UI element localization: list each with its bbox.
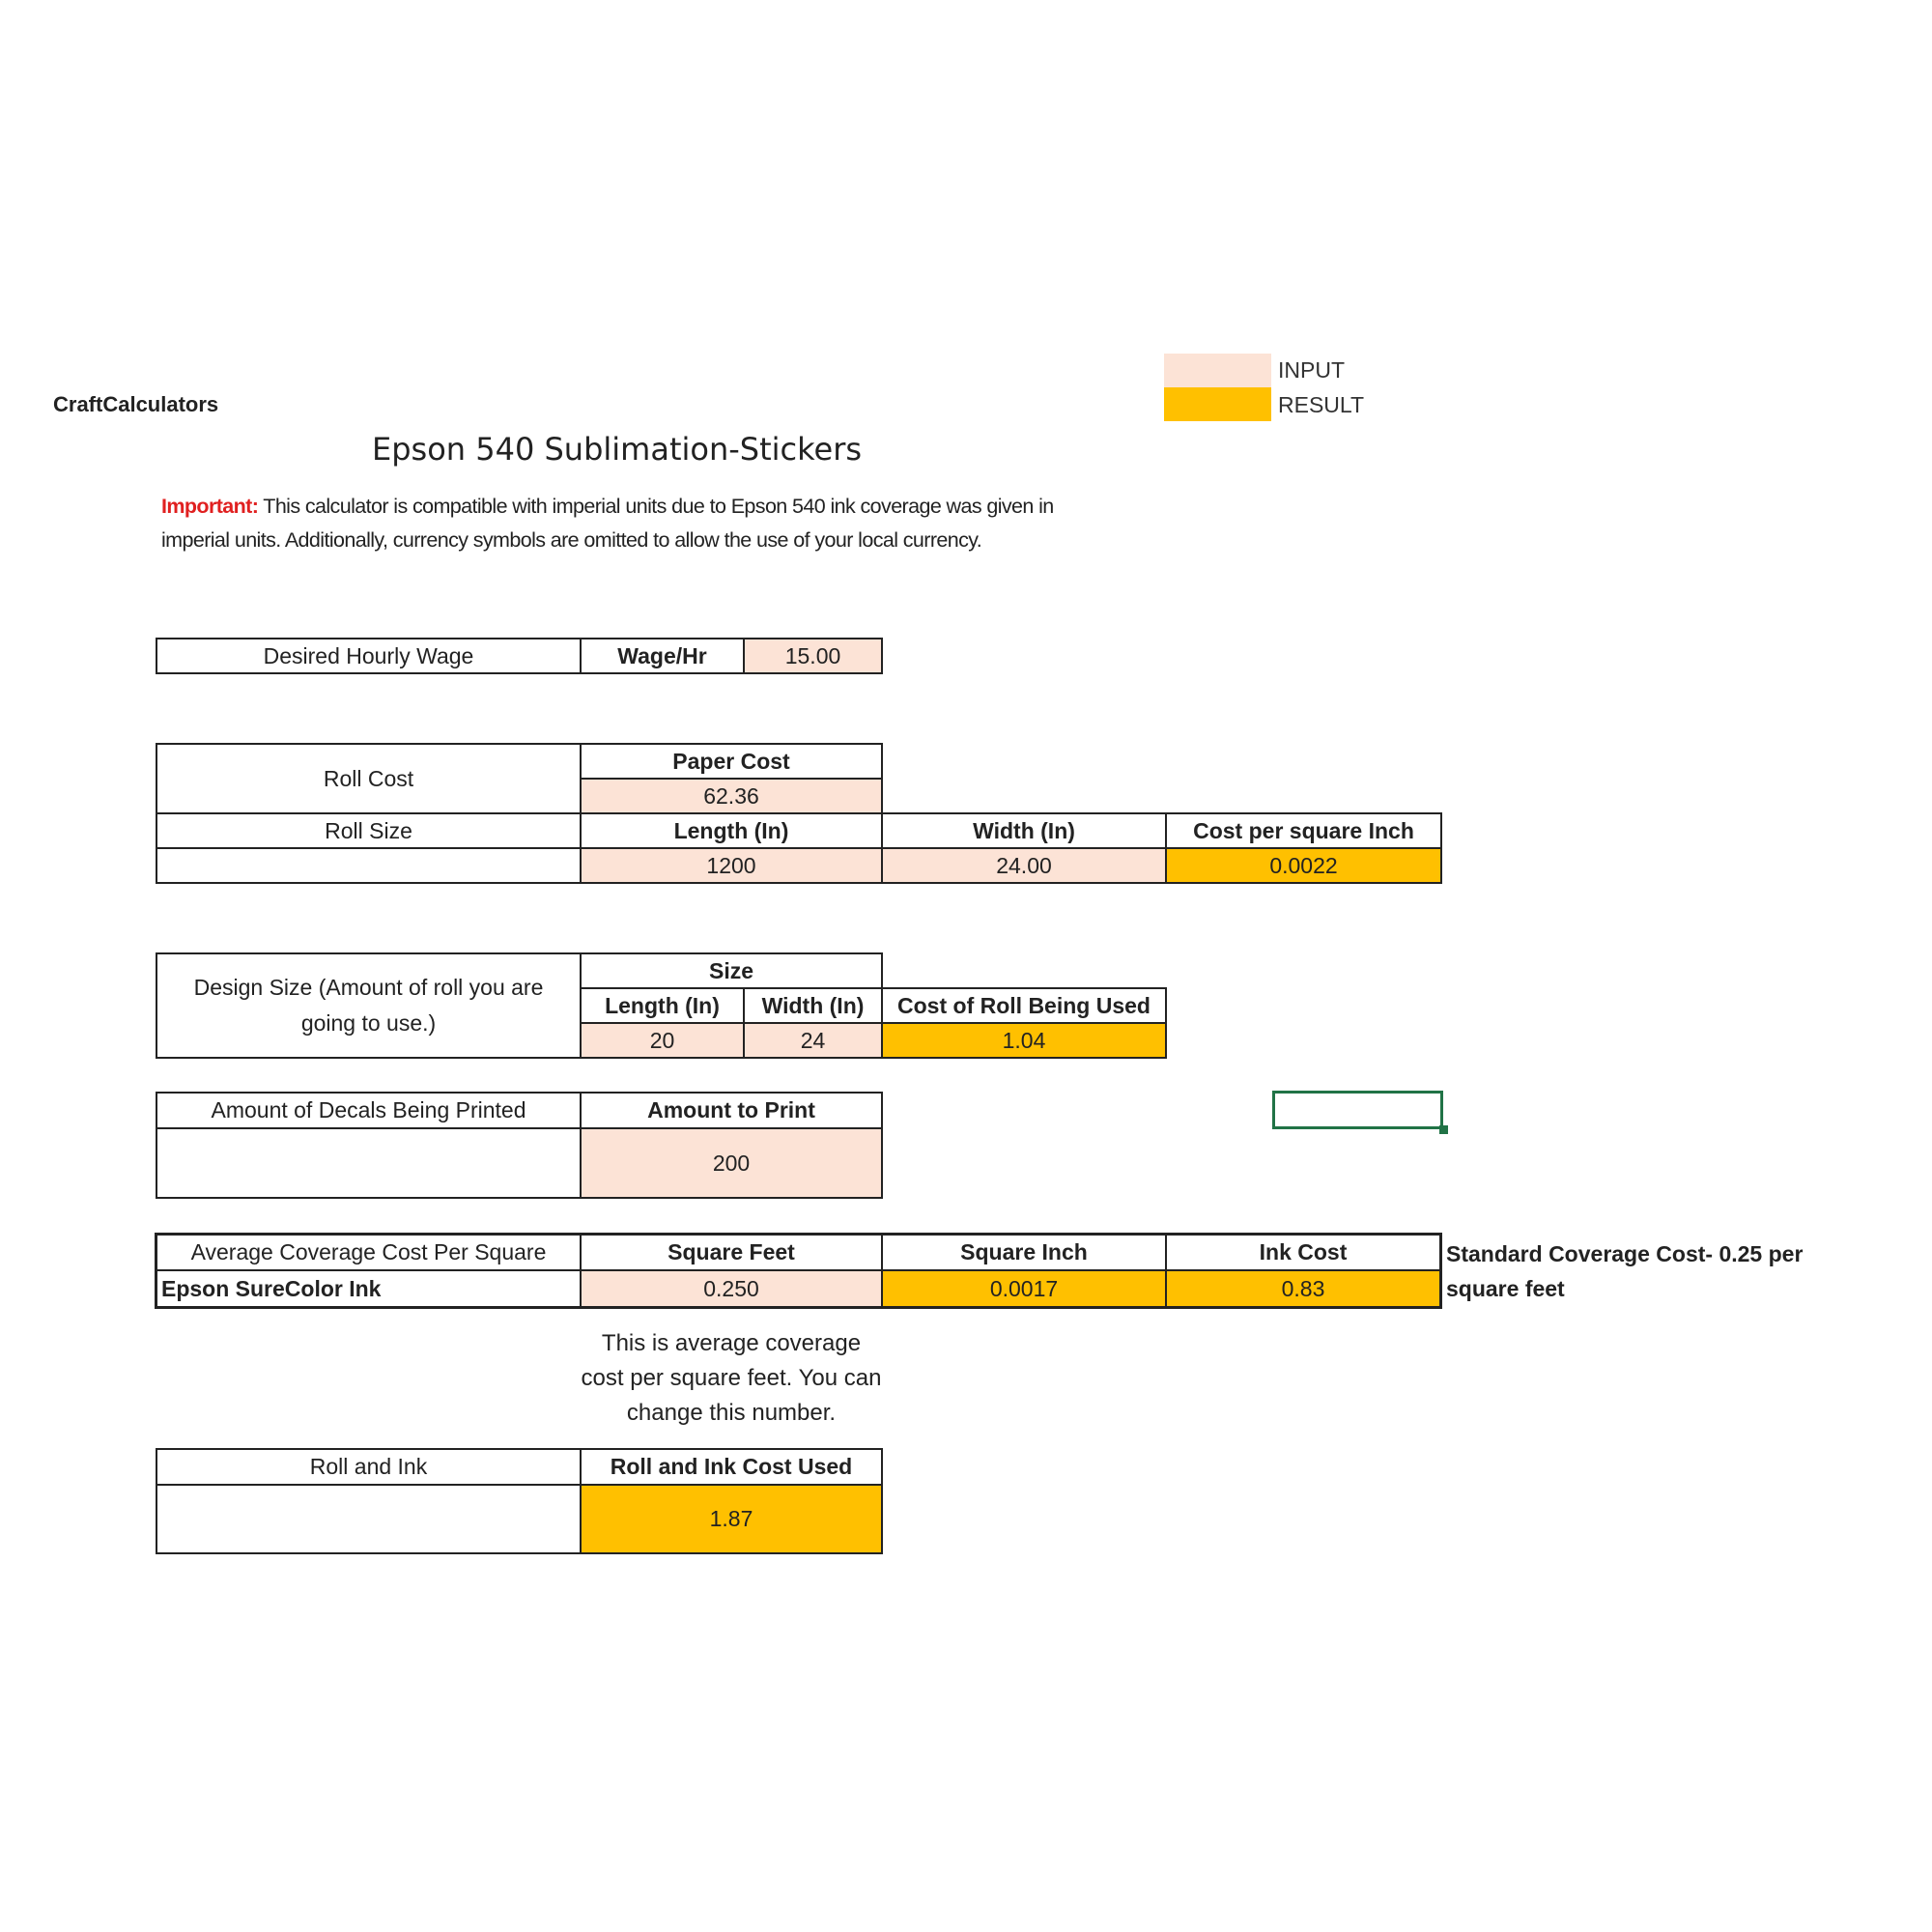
roll-cost-label-cell: Roll Cost [156,743,582,814]
ink-cost-header-cell: Ink Cost [1165,1233,1442,1271]
cost-per-sq-in-header-cell: Cost per square Inch [1165,812,1442,849]
decals-empty-cell [156,1127,582,1199]
decals-label-cell: Amount of Decals Being Printed [156,1092,582,1129]
sq-ft-header-cell: Square Feet [580,1233,883,1271]
legend-input-label: INPUT [1278,357,1345,383]
paper-cost-header-cell: Paper Cost [580,743,883,780]
roll-length-input[interactable]: 1200 [580,847,883,884]
total-cost-result: 1.87 [580,1484,883,1554]
wage-label-cell: Desired Hourly Wage [156,638,582,674]
roll-size-empty-cell [156,847,582,884]
design-width-header-cell: Width (In) [743,987,883,1024]
sq-in-header-cell: Square Inch [881,1233,1167,1271]
legend-input-swatch [1164,354,1271,387]
decals-input[interactable]: 200 [580,1127,883,1199]
paper-cost-input[interactable]: 62.36 [580,778,883,814]
cost-per-sq-in-result: 0.0022 [1165,847,1442,884]
roll-width-header-cell: Width (In) [881,812,1167,849]
page-title: Epson 540 Sublimation-Stickers [372,431,863,468]
ink-type-label-cell: Epson SureColor Ink [155,1269,582,1309]
design-length-input[interactable]: 20 [580,1022,745,1059]
design-size-header-cell: Size [580,952,883,989]
ink-cost-result: 0.83 [1165,1269,1442,1309]
cost-used-result: 1.04 [881,1022,1167,1059]
standard-coverage-note: Standard Coverage Cost- 0.25 per square feet [1446,1241,1804,1301]
sq-in-result: 0.0017 [881,1269,1167,1309]
roll-size-label-cell: Roll Size [156,812,582,849]
design-size-label-cell: Design Size (Amount of roll you are going to use.) [156,952,582,1059]
legend-result-swatch [1164,387,1271,421]
coverage-help-note: This is average coverage cost per square feet. You can change this number. [581,1330,882,1426]
legend-result-label: RESULT [1278,392,1365,417]
design-length-header-cell: Length (In) [580,987,745,1024]
selected-cell[interactable] [1272,1091,1443,1129]
total-label-cell: Roll and Ink [156,1448,582,1486]
sq-ft-input[interactable]: 0.250 [580,1269,883,1309]
important-text: This calculator is compatible with imperial units due to Epson 540 ink coverage was given in imperial units. Additionally, currency symbols are omitted to allow the use of your local currency. [161,495,1054,552]
decals-header-cell: Amount to Print [580,1092,883,1129]
roll-width-input[interactable]: 24.00 [881,847,1167,884]
wage-input[interactable]: 15.00 [743,638,883,674]
coverage-label-cell: Average Coverage Cost Per Square [155,1233,582,1271]
cost-used-header-cell: Cost of Roll Being Used [881,987,1167,1024]
important-note [161,490,1118,556]
design-width-input[interactable]: 24 [743,1022,883,1059]
total-header-cell: Roll and Ink Cost Used [580,1448,883,1486]
fill-handle[interactable] [1439,1125,1448,1134]
roll-length-header-cell: Length (In) [580,812,883,849]
total-empty-cell [156,1484,582,1554]
brand-label: CraftCalculators [53,392,219,416]
important-label: Important: [161,495,259,518]
wage-header-cell: Wage/Hr [580,638,745,674]
